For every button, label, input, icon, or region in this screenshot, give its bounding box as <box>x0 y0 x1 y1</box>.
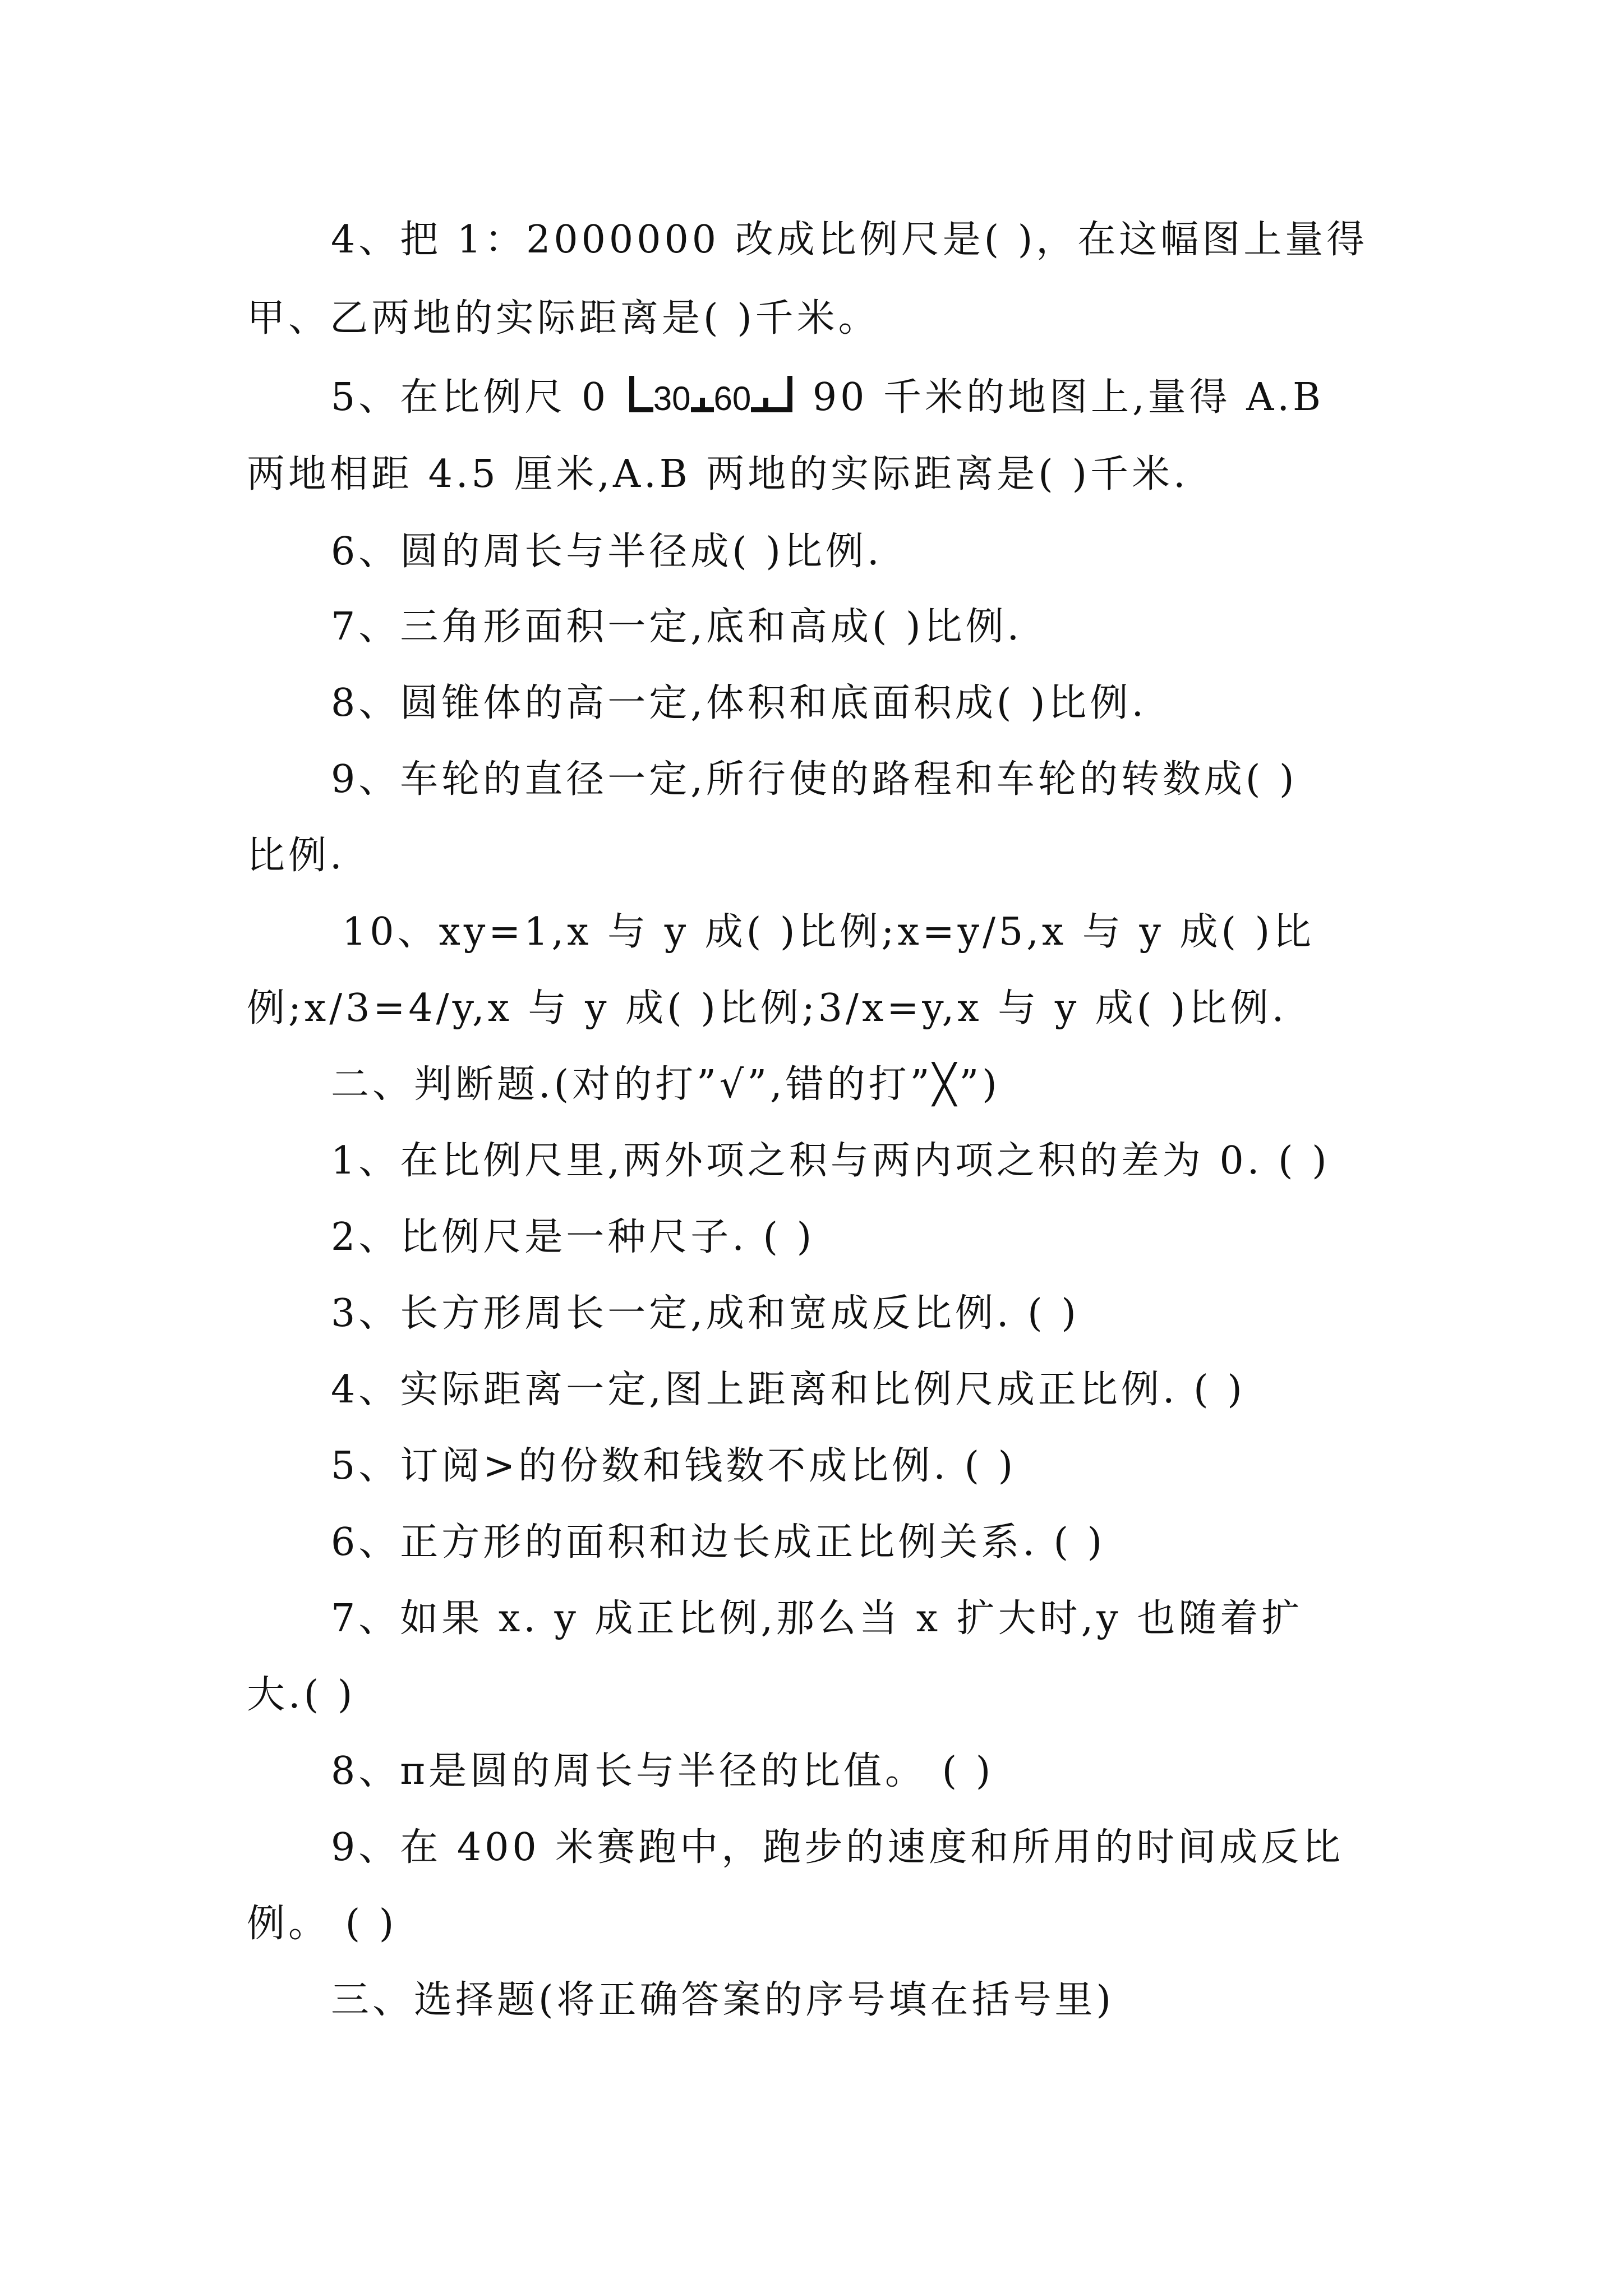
question-9-line-2: 比例. <box>247 834 345 878</box>
section-3-heading: 三、选择题(将正确答案的序号填在括号里) <box>331 1978 1115 2022</box>
judgement-8: 8、π是圆的周长与半径的比值。 ( ) <box>331 1749 994 1793</box>
scale-bar-label-30: 30 <box>653 380 691 417</box>
scale-bar-segment <box>751 376 763 412</box>
scale-bar-segment <box>691 376 700 412</box>
question-10-line-2: 例;x/3=4/y,x 与 y 成( )比例;3/x=y,x 与 y 成( )比例. <box>247 986 1288 1030</box>
question-5-suffix: 90 千米的地图上,量得 A.B <box>812 375 1324 420</box>
scale-bar-segment <box>768 376 792 412</box>
question-4-line-1: 4、把 1：2000000 改成比例尺是( )，在这幅图上量得 <box>331 218 1368 262</box>
question-7: 7、三角形面积一定,底和高成( )比例. <box>331 605 1023 649</box>
judgement-9-line-1: 9、在 400 米赛跑中，跑步的速度和所用的时间成反比 <box>331 1825 1344 1870</box>
scale-bar-tick <box>700 398 705 412</box>
scale-bar-label-60: 60 <box>713 380 751 417</box>
scale-bar-tick <box>763 398 768 412</box>
scale-bar <box>629 375 793 421</box>
question-5-line-1 <box>331 375 1324 421</box>
question-10-line-1: 10、xy=1,x 与 y 成( )比例;x=y/5,x 与 y 成( )比 <box>342 910 1315 954</box>
scale-bar-segment <box>705 376 714 412</box>
judgement-3: 3、长方形周长一定,成和宽成反比例. ( ) <box>331 1291 1080 1336</box>
question-8: 8、圆锥体的高一定,体积和底面积成( )比例. <box>331 681 1147 725</box>
judgement-2: 2、比例尺是一种尺子. ( ) <box>331 1215 815 1259</box>
judgement-5: 5、订阅>的份数和钱数不成比例. ( ) <box>331 1444 1017 1488</box>
section-2-heading: 二、判断题.(对的打”√”,错的打”╳”) <box>331 1062 1000 1107</box>
judgement-9-line-2: 例。 ( ) <box>247 1902 398 1946</box>
judgement-7-line-2: 大.( ) <box>247 1673 356 1717</box>
question-9-line-1: 9、车轮的直径一定,所行使的路程和车轮的转数成( ) <box>331 757 1298 802</box>
question-4-line-2: 甲、乙两地的实际距离是( )千米。 <box>247 296 880 341</box>
judgement-4: 4、实际距离一定,图上距离和比例尺成正比例. ( ) <box>331 1368 1246 1412</box>
question-5-prefix: 5、在比例尺 0 <box>331 375 610 420</box>
judgement-6: 6、正方形的面积和边长成正比例关系. ( ) <box>331 1520 1106 1565</box>
question-6: 6、圆的周长与半径成( )比例. <box>331 530 883 574</box>
question-5-line-2: 两地相距 4.5 厘米,A.B 两地的实际距离是( )千米. <box>247 452 1189 496</box>
scale-bar-segment <box>629 376 653 412</box>
judgement-7-line-1: 7、如果 x. y 成正比例,那么当 x 扩大时,y 也随着扩 <box>331 1596 1303 1641</box>
judgement-1: 1、在比例尺里,两外项之积与两内项之积的差为 0. ( ) <box>331 1139 1330 1183</box>
